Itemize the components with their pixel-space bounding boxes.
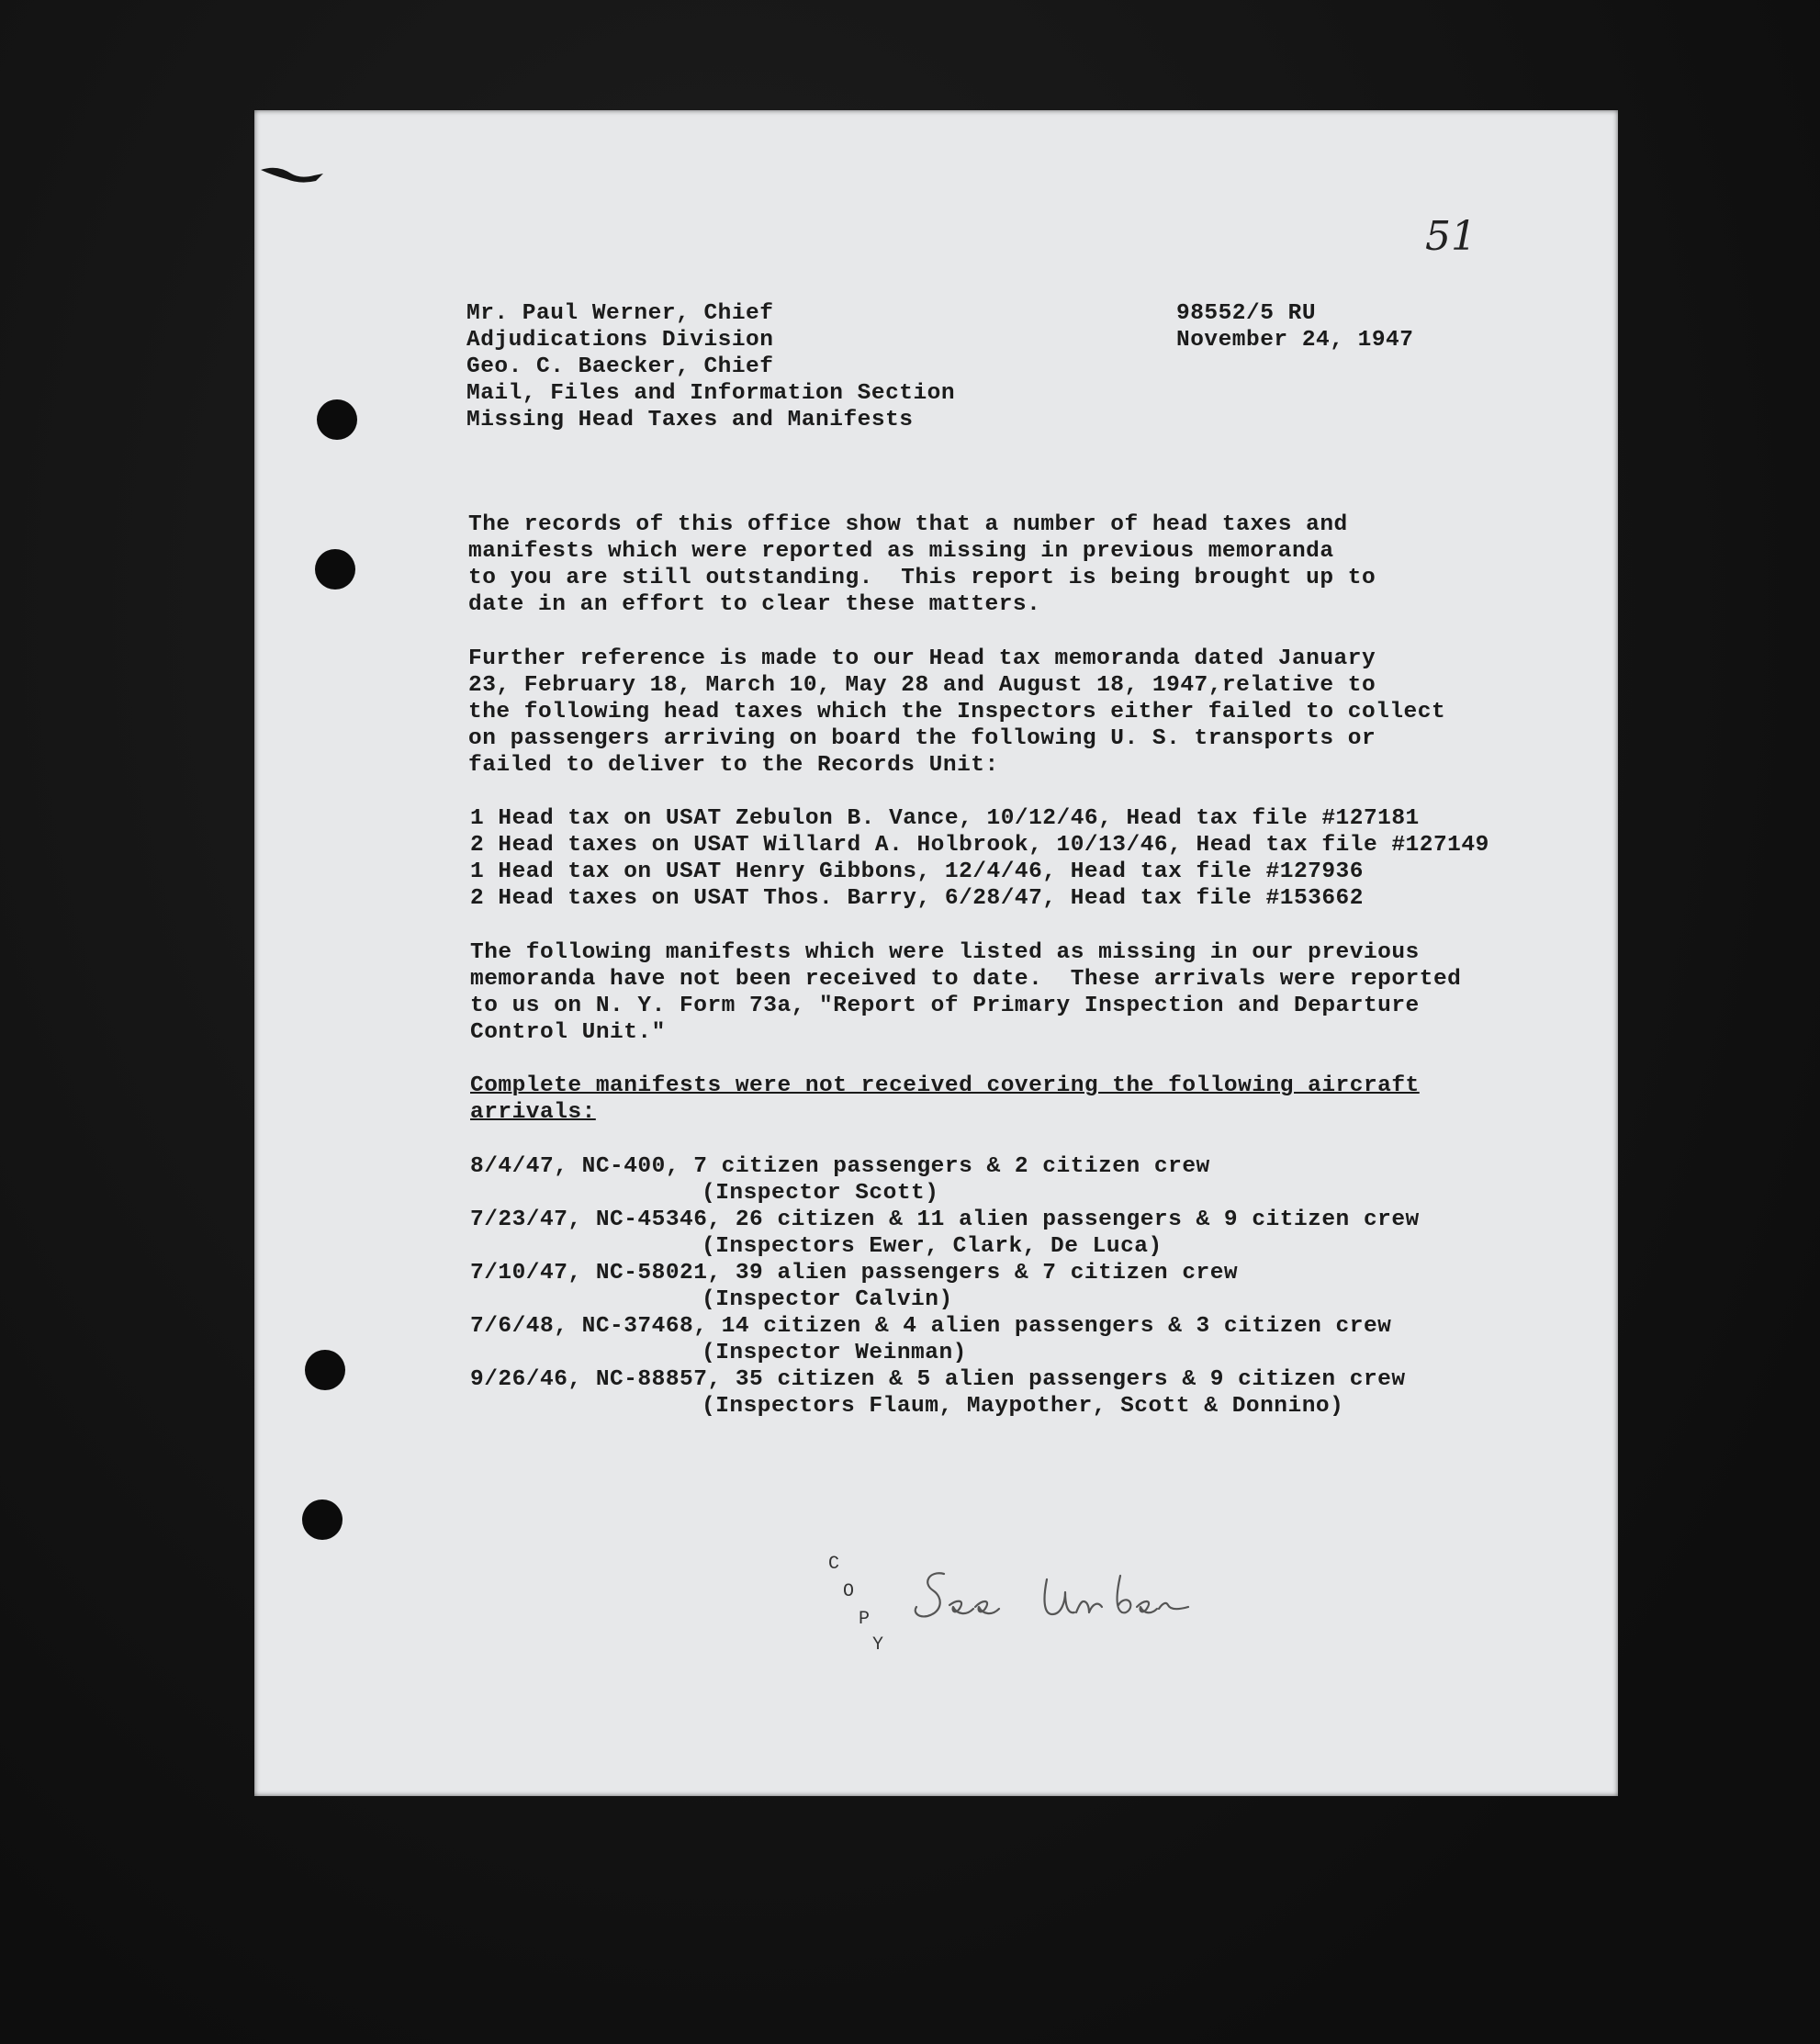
paragraph-line: to you are still outstanding. This report is being brought up to xyxy=(468,566,1376,590)
section-heading: arrivals: xyxy=(470,1100,596,1125)
paragraph-line: The records of this office show that a number of head taxes and xyxy=(468,512,1348,537)
memo-date: November 24, 1947 xyxy=(1176,328,1414,353)
arrival-inspectors: (Inspectors Ewer, Clark, De Luca) xyxy=(702,1234,1163,1259)
ink-blot xyxy=(259,161,346,188)
paragraph-line: on passengers arriving on board the following U. S. transports or xyxy=(468,726,1376,751)
punch-hole xyxy=(305,1350,345,1390)
addressee-line: Mail, Files and Information Section xyxy=(466,381,956,406)
addressee-line: Geo. C. Baecker, Chief xyxy=(466,354,774,379)
paragraph-line: Control Unit." xyxy=(470,1020,666,1045)
copy-stamp-letter: P xyxy=(859,1609,871,1630)
arrival-line: 7/6/48, NC-37468, 14 citizen & 4 alien passengers & 3 citizen crew xyxy=(470,1314,1392,1339)
copy-stamp-letter: Y xyxy=(872,1634,884,1656)
paragraph-line: manifests which were reported as missing in previous memoranda xyxy=(468,539,1334,564)
arrival-inspectors: (Inspector Calvin) xyxy=(702,1287,953,1312)
copy-stamp-letter: O xyxy=(843,1581,855,1602)
paragraph-line: to us on N. Y. Form 73a, "Report of Primary Inspection and Departure xyxy=(470,994,1420,1018)
paragraph-line: failed to deliver to the Records Unit: xyxy=(468,753,999,778)
arrival-inspectors: (Inspectors Flaum, Maypother, Scott & Donnino) xyxy=(702,1394,1344,1419)
paragraph-line: memoranda have not been received to date. These arrivals were reported xyxy=(470,967,1462,992)
arrival-line: 7/10/47, NC-58021, 39 alien passengers & 7 citizen crew xyxy=(470,1261,1239,1286)
addressee-line: Adjudications Division xyxy=(466,328,774,353)
head-tax-item: 1 Head tax on USAT Henry Gibbons, 12/4/46, Head tax file #127936 xyxy=(470,859,1364,884)
section-heading: Complete manifests were not received covering the following aircraft xyxy=(470,1073,1420,1098)
punch-hole xyxy=(302,1499,343,1540)
subject-line: Missing Head Taxes and Manifests xyxy=(466,408,914,432)
addressee-line: Mr. Paul Werner, Chief xyxy=(466,301,774,326)
arrival-line: 9/26/46, NC-88857, 35 citizen & 5 alien passengers & 9 citizen crew xyxy=(470,1367,1406,1392)
copy-stamp-letter: C xyxy=(828,1554,840,1575)
paragraph-line: Further reference is made to our Head tax memoranda dated January xyxy=(468,646,1376,671)
punch-hole xyxy=(317,399,357,440)
head-tax-item: 2 Head taxes on USAT Willard A. Holbrook, 10/13/46, Head tax file #127149 xyxy=(470,833,1489,858)
arrival-line: 8/4/47, NC-400, 7 citizen passengers & 2 citizen crew xyxy=(470,1154,1210,1179)
arrival-line: 7/23/47, NC-45346, 26 citizen & 11 alien passengers & 9 citizen crew xyxy=(470,1207,1420,1232)
head-tax-item: 1 Head tax on USAT Zebulon B. Vance, 10/12/46, Head tax file #127181 xyxy=(470,806,1420,831)
punch-hole xyxy=(315,549,355,590)
arrival-inspectors: (Inspector Weinman) xyxy=(702,1341,967,1365)
paragraph-line: 23, February 18, March 10, May 28 and August 18, 1947,relative to xyxy=(468,673,1376,698)
handwritten-note xyxy=(909,1561,1203,1634)
paragraph-line: date in an effort to clear these matters. xyxy=(468,592,1041,617)
paragraph-line: the following head taxes which the Inspectors either failed to collect xyxy=(468,700,1446,724)
page-number: 51 xyxy=(1425,213,1477,260)
arrival-inspectors: (Inspector Scott) xyxy=(702,1181,939,1206)
head-tax-item: 2 Head taxes on USAT Thos. Barry, 6/28/47, Head tax file #153662 xyxy=(470,886,1364,911)
file-reference: 98552/5 RU xyxy=(1176,301,1317,326)
paragraph-line: The following manifests which were listed as missing in our previous xyxy=(470,940,1420,965)
